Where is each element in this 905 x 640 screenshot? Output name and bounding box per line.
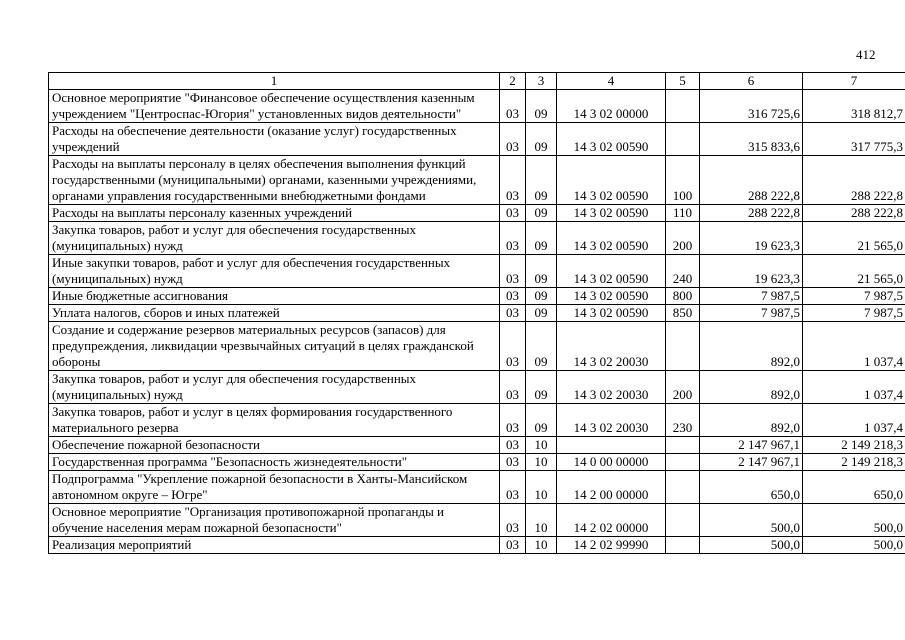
section-code: 03	[500, 471, 526, 504]
table-row	[49, 90, 905, 123]
amount-col-6: 892,0	[700, 404, 803, 437]
table-header	[49, 73, 905, 90]
section-code: 03	[500, 255, 526, 288]
amount-col-7: 1 037,4	[803, 371, 905, 404]
table-row	[49, 322, 905, 371]
subsection-code: 09	[526, 255, 557, 288]
amount-col-6: 288 222,8	[700, 156, 803, 205]
subsection-code: 09	[526, 156, 557, 205]
expense-type-code	[666, 454, 700, 471]
amount-col-7: 288 222,8	[803, 156, 905, 205]
amount-col-6: 316 725,6	[700, 90, 803, 123]
amount-col-7: 317 775,3	[803, 123, 905, 156]
expense-type-code: 800	[666, 288, 700, 305]
amount-col-6: 2 147 967,1	[700, 437, 803, 454]
subsection-code: 09	[526, 205, 557, 222]
expense-type-code	[666, 504, 700, 537]
expense-type-code	[666, 471, 700, 504]
row-name: Закупка товаров, работ и услуг в целях формирования государственного материального резерва	[49, 404, 500, 437]
subsection-code: 09	[526, 90, 557, 123]
amount-col-6: 892,0	[700, 371, 803, 404]
amount-col-7: 500,0	[803, 537, 905, 554]
expense-type-code: 230	[666, 404, 700, 437]
expense-type-code	[666, 437, 700, 454]
row-name: Основное мероприятие "Организация противопожарной пропаганды и обучение населения мерам пожарной безопасности"	[49, 504, 500, 537]
row-name: Закупка товаров, работ и услуг для обеспечения государственных (муниципальных) нужд	[49, 371, 500, 404]
table-row	[49, 504, 905, 537]
column-header: 4	[557, 73, 666, 90]
amount-col-7: 318 812,7	[803, 90, 905, 123]
section-code: 03	[500, 205, 526, 222]
table-row	[49, 471, 905, 504]
table-row	[49, 404, 905, 437]
section-code: 03	[500, 322, 526, 371]
amount-col-7: 2 149 218,3	[803, 454, 905, 471]
target-article-code: 14 3 02 00590	[557, 288, 666, 305]
subsection-code: 09	[526, 123, 557, 156]
row-name: Подпрограмма "Укрепление пожарной безопасности в Ханты-Мансийском автономном округе – Югре"	[49, 471, 500, 504]
column-header: 3	[526, 73, 557, 90]
table-body	[49, 90, 905, 554]
section-code: 03	[500, 90, 526, 123]
amount-col-7: 288 222,8	[803, 205, 905, 222]
target-article-code	[557, 437, 666, 454]
section-code: 03	[500, 305, 526, 322]
target-article-code: 14 3 02 20030	[557, 404, 666, 437]
section-code: 03	[500, 156, 526, 205]
expense-type-code	[666, 123, 700, 156]
amount-col-7: 7 987,5	[803, 305, 905, 322]
amount-col-6: 2 147 967,1	[700, 454, 803, 471]
target-article-code: 14 3 02 00590	[557, 255, 666, 288]
row-name: Уплата налогов, сборов и иных платежей	[49, 305, 500, 322]
row-name: Расходы на выплаты персоналу казенных учреждений	[49, 205, 500, 222]
subsection-code: 09	[526, 404, 557, 437]
subsection-code: 10	[526, 471, 557, 504]
table-row	[49, 371, 905, 404]
row-name: Реализация мероприятий	[49, 537, 500, 554]
target-article-code: 14 3 02 20030	[557, 322, 666, 371]
target-article-code: 14 2 02 00000	[557, 504, 666, 537]
column-header: 7	[803, 73, 905, 90]
target-article-code: 14 3 02 00590	[557, 222, 666, 255]
amount-col-6: 7 987,5	[700, 288, 803, 305]
row-name: Обеспечение пожарной безопасности	[49, 437, 500, 454]
table-row	[49, 454, 905, 471]
target-article-code: 14 2 02 99990	[557, 537, 666, 554]
table-row	[49, 537, 905, 554]
column-header: 1	[49, 73, 500, 90]
row-name: Иные бюджетные ассигнования	[49, 288, 500, 305]
expense-type-code	[666, 90, 700, 123]
section-code: 03	[500, 537, 526, 554]
amount-col-6: 315 833,6	[700, 123, 803, 156]
budget-table	[48, 72, 905, 554]
section-code: 03	[500, 222, 526, 255]
amount-col-6: 19 623,3	[700, 222, 803, 255]
subsection-code: 10	[526, 454, 557, 471]
expense-type-code: 200	[666, 371, 700, 404]
expense-type-code: 850	[666, 305, 700, 322]
amount-col-6: 7 987,5	[700, 305, 803, 322]
subsection-code: 10	[526, 537, 557, 554]
amount-col-7: 1 037,4	[803, 404, 905, 437]
target-article-code: 14 0 00 00000	[557, 454, 666, 471]
column-header: 2	[500, 73, 526, 90]
table-row	[49, 288, 905, 305]
amount-col-7: 21 565,0	[803, 255, 905, 288]
subsection-code: 09	[526, 222, 557, 255]
subsection-code: 10	[526, 504, 557, 537]
amount-col-6: 500,0	[700, 537, 803, 554]
section-code: 03	[500, 371, 526, 404]
section-code: 03	[500, 404, 526, 437]
amount-col-6: 892,0	[700, 322, 803, 371]
expense-type-code	[666, 322, 700, 371]
table-row	[49, 205, 905, 222]
row-name: Государственная программа "Безопасность жизнедеятельности"	[49, 454, 500, 471]
table-row	[49, 305, 905, 322]
target-article-code: 14 3 02 00590	[557, 205, 666, 222]
column-header: 6	[700, 73, 803, 90]
subsection-code: 09	[526, 305, 557, 322]
table-row	[49, 255, 905, 288]
target-article-code: 14 3 02 00590	[557, 123, 666, 156]
target-article-code: 14 3 02 20030	[557, 371, 666, 404]
amount-col-6: 288 222,8	[700, 205, 803, 222]
section-code: 03	[500, 454, 526, 471]
section-code: 03	[500, 504, 526, 537]
table-row	[49, 123, 905, 156]
amount-col-6: 500,0	[700, 504, 803, 537]
subsection-code: 09	[526, 288, 557, 305]
row-name: Иные закупки товаров, работ и услуг для обеспечения государственных (муниципальных) нужд	[49, 255, 500, 288]
row-name: Расходы на обеспечение деятельности (оказание услуг) государственных учреждений	[49, 123, 500, 156]
target-article-code: 14 3 02 00000	[557, 90, 666, 123]
subsection-code: 09	[526, 322, 557, 371]
amount-col-6: 19 623,3	[700, 255, 803, 288]
amount-col-7: 21 565,0	[803, 222, 905, 255]
expense-type-code: 100	[666, 156, 700, 205]
section-code: 03	[500, 123, 526, 156]
subsection-code: 10	[526, 437, 557, 454]
target-article-code: 14 3 02 00590	[557, 305, 666, 322]
amount-col-7: 650,0	[803, 471, 905, 504]
expense-type-code: 240	[666, 255, 700, 288]
row-name: Создание и содержание резервов материальных ресурсов (запасов) для предупреждения, ликвидации чрезвычайных ситуаций в целях гражданской обороны	[49, 322, 500, 371]
amount-col-7: 1 037,4	[803, 322, 905, 371]
subsection-code: 09	[526, 371, 557, 404]
column-header: 5	[666, 73, 700, 90]
expense-type-code: 200	[666, 222, 700, 255]
amount-col-6: 650,0	[700, 471, 803, 504]
table-row	[49, 156, 905, 205]
row-name: Основное мероприятие "Финансовое обеспечение осуществления казенным учреждением "Центроспас-Югория" установленных видов деятельности"	[49, 90, 500, 123]
table-row	[49, 437, 905, 454]
amount-col-7: 500,0	[803, 504, 905, 537]
table-row	[49, 222, 905, 255]
section-code: 03	[500, 437, 526, 454]
amount-col-7: 7 987,5	[803, 288, 905, 305]
expense-type-code	[666, 537, 700, 554]
target-article-code: 14 2 00 00000	[557, 471, 666, 504]
page-number: 412	[856, 47, 876, 62]
section-code: 03	[500, 288, 526, 305]
expense-type-code: 110	[666, 205, 700, 222]
amount-col-7: 2 149 218,3	[803, 437, 905, 454]
row-name: Расходы на выплаты персоналу в целях обеспечения выполнения функций государственными (муниципальными) органами, казенными учреждениями, органами управления государственными внебюджетными фондами	[49, 156, 500, 205]
target-article-code: 14 3 02 00590	[557, 156, 666, 205]
row-name: Закупка товаров, работ и услуг для обеспечения государственных (муниципальных) нужд	[49, 222, 500, 255]
